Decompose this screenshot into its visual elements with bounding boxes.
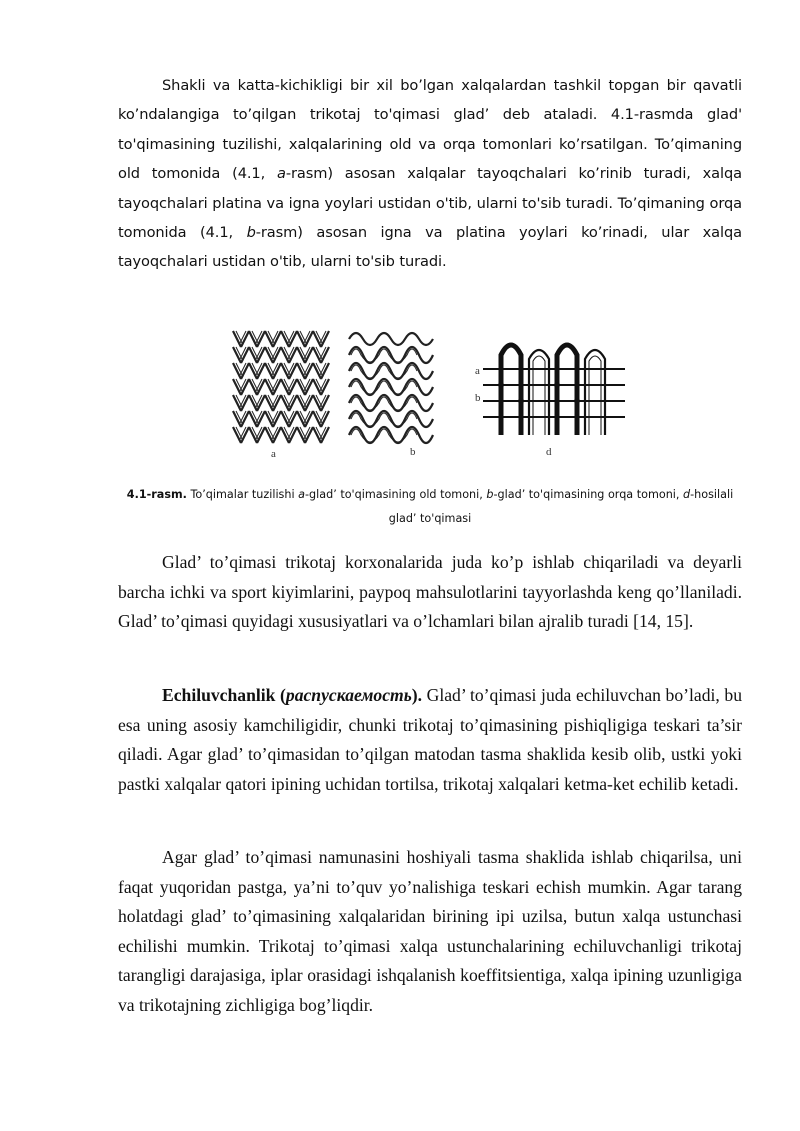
paragraph3-text: Glad’ to’qimasi juda echiluvchan bo’ladi, bu esa uning asosiy kamchiligidir, chunki trikotaj to’qimasining pishiqligiga teskari ta’sir qiladi. Agar glad’ to’qimasidan to’qilgan matodan tasma shaklida kesib olib, ustki yoki pastki xalqalar qatori ipining uchidan tortilsa, trikotaj xalqalari ketma-ket echilib ketadi. <box>118 685 742 794</box>
figure-label-d: d <box>546 446 552 458</box>
figure-label-b: b <box>410 446 416 458</box>
ref-b: b <box>246 224 256 242</box>
caption-ref-b: b <box>486 488 494 501</box>
figure-side-label-b: b <box>475 392 481 404</box>
caption-text4: -hosilali glad’ to'qimasi <box>388 488 734 525</box>
paragraph1-text2: -rasm) asosan xalqalar tayoqchalari ko’rinib turadi, xalqa tayoqchalari platina va igna yoylari ustidan o'tib, ularni to'sib turadi. To’qimaning orqa tomonida (4.1, <box>118 165 742 242</box>
knit-structure-figure <box>225 325 635 465</box>
paragraph-unravelling <box>118 681 742 799</box>
paragraph-unravelling-direction <box>118 843 742 1021</box>
caption-text2: -glad’ to'qimasining old tomoni, <box>305 488 487 501</box>
caption-text1: To’qimalar tuzilishi <box>186 488 299 501</box>
term-open-paren: ( <box>275 685 286 705</box>
paragraph1-text1: Shakli va katta-kichikligi bir xil bo’lgan xalqalardan tashkil topgan bir qavatli ko’ndalangiga to’qilgan trikotaj to'qimasi glad’ deb ataladi. 4.1-rasmda glad' to'qimasining tuzilishi, xalqalarining old va orqa tomonlari ko’rsatilgan. To’qimaning old tomonida (4.1, <box>118 77 742 183</box>
term-russian: распускаемость <box>285 685 412 705</box>
paragraph2-text: Glad’ to’qimasi trikotaj korxonalarida juda ko’p ishlab chiqariladi va deyarli barcha ichki va sport kiyimlarini, paypoq mahsulotlarini tayyorlashda keng qo’llaniladi. Glad’ to’qimasi quyidagi xususiyatlari va o’lchamlari bilan ajralib turadi [14, 15]. <box>118 552 742 632</box>
caption-ref-a: a <box>298 488 305 501</box>
caption-number: 4.1-rasm. <box>126 488 187 501</box>
ref-a: a <box>276 165 286 183</box>
term-close-paren: ). <box>411 685 423 705</box>
term-echiluvchanlik: Echiluvchanlik <box>162 685 276 705</box>
paragraph-glad-usage <box>118 548 742 637</box>
figure-side-label-a: a <box>475 365 480 377</box>
caption-text3: -glad’ to'qimasining orqa tomoni, <box>493 488 683 501</box>
figure-label-a: a <box>271 448 276 460</box>
knit-back-illustration <box>349 333 433 443</box>
paragraph4-text: Agar glad’ to’qimasi namunasini hoshiyali tasma shaklida ishlab chiqarilsa, uni faqat yuqoridan pastga, ya’ni to’quv yo’nalishiga teskari echish mumkin. Agar tarang holatdagi glad’ to’qimasining xalqalaridan birining ipi uzilsa, butun xalqa ustunchasi echilishi mumkin. Trikotaj to’qimasi xalqa ustunchalarining echiluvchanligi trikotaj tarangligi darajasiga, iplar orasidagi ishqalanish koeffitsientiga, xalqa ipining uzunligiga va trikotajning zichligiga bog’liqdir. <box>118 847 742 1015</box>
paragraph-glad-definition <box>118 71 742 277</box>
caption-ref-d: d <box>683 488 691 501</box>
figure-caption <box>118 483 742 531</box>
knit-face-illustration <box>233 331 329 443</box>
paragraph1-text3: -rasm) asosan igna va platina yoylari ko’rinadi, ular xalqa tayoqchalari ustidan o'tib, ularni to'sib turadi. <box>118 224 742 271</box>
knit-derivative-illustration <box>483 345 625 435</box>
